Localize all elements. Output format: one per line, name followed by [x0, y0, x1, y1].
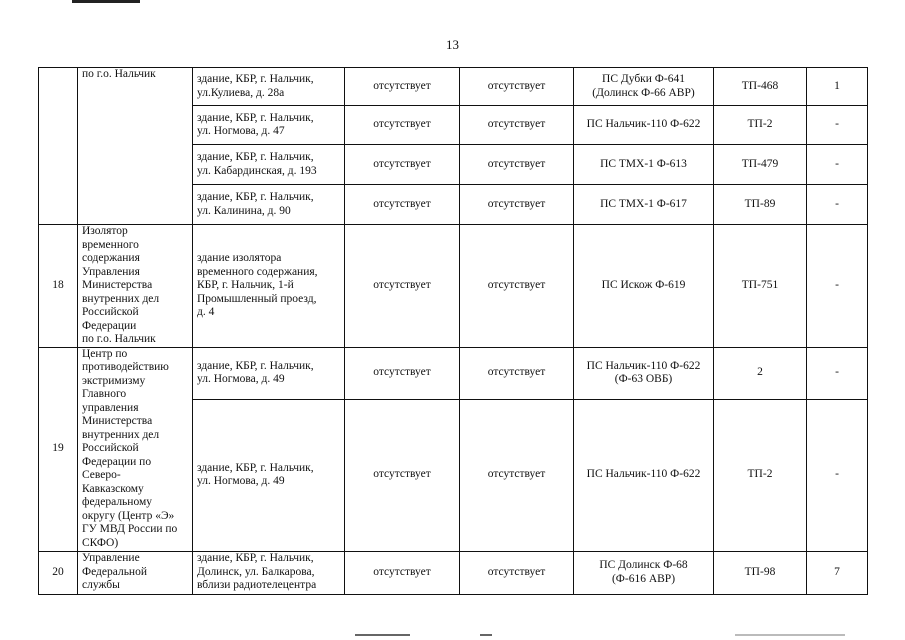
table-row: [39, 68, 868, 106]
absence-cell: отсутствует: [345, 145, 460, 185]
organization-cell: по г.о. Нальчик: [78, 68, 193, 225]
tp-cell: ТП-479: [714, 145, 807, 185]
address-cell: здание, КБР, г. Нальчик, Долинск, ул. Балкарова, вблизи радиотелецентра: [193, 551, 345, 594]
absence-cell: отсутствует: [345, 551, 460, 594]
address-cell: здание изолятора временного содержания, КБР, г. Нальчик, 1-й Промышленный проезд, д. 4: [193, 225, 345, 348]
tp-cell: ТП-89: [714, 185, 807, 225]
address-cell: здание, КБР, г. Нальчик, ул. Ногмова, д. 47: [193, 106, 345, 145]
last-cell: -: [807, 145, 868, 185]
last-cell: 7: [807, 551, 868, 594]
last-cell: 1: [807, 68, 868, 106]
absence-cell: отсутствует: [345, 347, 460, 399]
page-number: 13: [446, 37, 459, 52]
tp-cell: ТП-98: [714, 551, 807, 594]
last-cell: -: [807, 106, 868, 145]
absence-cell: отсутствует: [345, 185, 460, 225]
substation-cell: ПС Нальчик-110 Ф-622: [574, 399, 714, 551]
row-number-cell: 19: [39, 347, 78, 551]
substation-cell: ПС ТМХ-1 Ф-613: [574, 145, 714, 185]
substation-cell: ПС Нальчик-110 Ф-622 (Ф-63 ОВБ): [574, 347, 714, 399]
address-cell: здание, КБР, г. Нальчик, ул. Калинина, д. 90: [193, 185, 345, 225]
address-cell: здание, КБР, г. Нальчик, ул. Ногмова, д. 49: [193, 399, 345, 551]
tp-cell: ТП-2: [714, 399, 807, 551]
absence-cell: отсутствует: [460, 551, 574, 594]
absence-cell: отсутствует: [460, 399, 574, 551]
last-cell: -: [807, 399, 868, 551]
absence-cell: отсутствует: [345, 399, 460, 551]
absence-cell: отсутствует: [345, 106, 460, 145]
organization-cell: Изолятор временного содержания Управления Министерства внутренних дел Российской Федерации по г.о. Нальчик: [78, 225, 193, 348]
address-cell: здание, КБР, г. Нальчик, ул. Кабардинская, д. 193: [193, 145, 345, 185]
facilities-table: [38, 67, 868, 595]
absence-cell: отсутствует: [345, 225, 460, 348]
absence-cell: отсутствует: [460, 225, 574, 348]
last-cell: -: [807, 225, 868, 348]
substation-cell: ПС Долинск Ф-68 (Ф-616 АВР): [574, 551, 714, 594]
absence-cell: отсутствует: [460, 185, 574, 225]
substation-cell: ПС Искож Ф-619: [574, 225, 714, 348]
absence-cell: отсутствует: [460, 347, 574, 399]
organization-cell: Управление Федеральной службы: [78, 551, 193, 594]
row-number-cell: 18: [39, 225, 78, 348]
tp-cell: 2: [714, 347, 807, 399]
tp-cell: ТП-468: [714, 68, 807, 106]
tp-cell: ТП-751: [714, 225, 807, 348]
last-cell: -: [807, 347, 868, 399]
address-cell: здание, КБР, г. Нальчик, ул.Кулиева, д. 28а: [193, 68, 345, 106]
substation-cell: ПС Дубки Ф-641 (Долинск Ф-66 АВР): [574, 68, 714, 106]
organization-cell: Центр по противодействию экстримизму Главного управления Министерства внутренних дел Российской Федерации по Северо- Кавказскому федеральному округу (Центр «Э» ГУ МВД России по СКФО): [78, 347, 193, 551]
table-row: [39, 347, 868, 399]
table-row: [39, 551, 868, 594]
tp-cell: ТП-2: [714, 106, 807, 145]
substation-cell: ПС ТМХ-1 Ф-617: [574, 185, 714, 225]
last-cell: -: [807, 185, 868, 225]
table-row: [39, 225, 868, 348]
row-number-cell: 20: [39, 551, 78, 594]
absence-cell: отсутствует: [460, 106, 574, 145]
address-cell: здание, КБР, г. Нальчик, ул. Ногмова, д. 49: [193, 347, 345, 399]
absence-cell: отсутствует: [460, 68, 574, 106]
absence-cell: отсутствует: [345, 68, 460, 106]
absence-cell: отсутствует: [460, 145, 574, 185]
substation-cell: ПС Нальчик-110 Ф-622: [574, 106, 714, 145]
row-number-cell: [39, 68, 78, 225]
scan-mark: [72, 0, 140, 3]
